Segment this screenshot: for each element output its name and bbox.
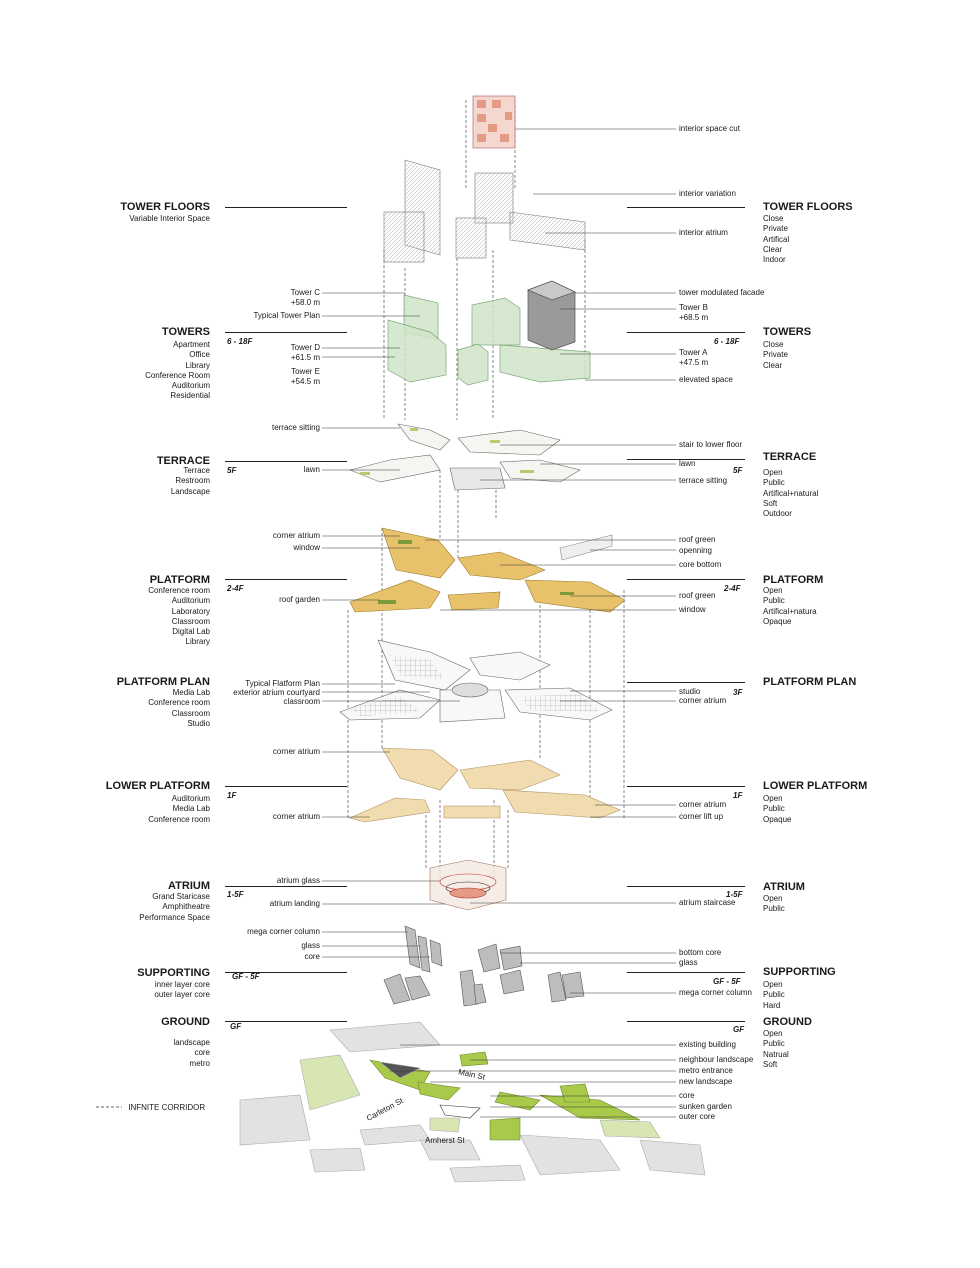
annotation: glass	[679, 958, 698, 967]
layer-item: landscape	[173, 1038, 210, 1047]
lower-platform-drawing	[350, 748, 620, 822]
layer-rule	[225, 1021, 347, 1022]
layer-item: Conference room	[148, 814, 210, 824]
layer-item: Public	[763, 1039, 785, 1049]
annotation: outer core	[679, 1112, 716, 1121]
annotation: new landscape	[679, 1077, 733, 1086]
annotation: roof green	[679, 535, 716, 544]
annotation: stair to lower floor	[679, 440, 743, 449]
supporting-drawing	[384, 926, 584, 1006]
layer-item: Amphitheatre	[162, 902, 210, 912]
layer-title: SUPPORTING	[137, 967, 210, 979]
annotation: lawn	[679, 459, 696, 468]
floor-range: 2-4F	[227, 584, 244, 593]
annotation: lawn	[303, 465, 320, 474]
layer-item: Media Lab	[172, 688, 210, 697]
annotation: corner atrium	[272, 812, 320, 821]
layer-item: Classroom	[171, 708, 210, 718]
annotation: terrace sitting	[679, 476, 728, 485]
annotation: corner atrium	[679, 800, 727, 809]
floor-range: 6 - 18F	[714, 337, 740, 346]
layer-item: Private	[763, 224, 788, 234]
layer-item: Apartment	[173, 340, 210, 349]
annotation: window	[293, 543, 320, 552]
towers-drawing	[388, 281, 590, 385]
annotation: terrace sitting	[271, 423, 320, 432]
tower-e-label: Tower E +54.5 m	[290, 367, 320, 386]
tower-c-label: Tower C +58.0 m	[290, 288, 320, 307]
tower-floors-drawing	[384, 96, 585, 262]
layer-title: TOWERS	[763, 326, 812, 338]
layer-title: TERRACE	[156, 455, 210, 467]
layer-title: LOWER PLATFORM	[763, 780, 868, 792]
annotation: core bottom	[679, 560, 722, 569]
layer-item: Conference room	[148, 698, 210, 708]
layer-item: Private	[763, 350, 788, 360]
annotation: interior atrium	[679, 228, 728, 237]
street-label: Amherst St	[425, 1136, 465, 1145]
layer-rule	[627, 207, 745, 208]
annotation: core	[679, 1091, 695, 1100]
layer-item: Public	[763, 596, 785, 606]
layer-item: outer layer core	[154, 990, 210, 1000]
layer-title: TOWER FLOORS	[763, 201, 853, 213]
legend	[96, 1103, 205, 1112]
layer-rule	[225, 332, 347, 333]
layer-item: Open	[763, 468, 783, 477]
annotation: atrium landing	[269, 899, 320, 908]
layer-title: LOWER PLATFORM	[105, 780, 210, 792]
street-label: Carleton St	[364, 1096, 405, 1123]
floor-range: 6 - 18F	[227, 337, 253, 346]
layer-item: Grand Staricase	[152, 892, 210, 901]
layer-title: SUPPORTING	[763, 966, 836, 978]
legend-label: INFNITE CORRIDOR	[128, 1103, 206, 1112]
layer-rule	[225, 579, 347, 580]
floor-range: GF - 5F	[713, 977, 741, 986]
annotation: metro entrance	[679, 1066, 733, 1075]
layer-item: Soft	[763, 498, 778, 508]
layer-item: Conference room	[148, 586, 210, 595]
layer-title: GROUND	[763, 1016, 812, 1028]
layer-item: inner layer core	[154, 980, 210, 989]
platform-drawing	[350, 528, 625, 612]
annotation: roof green	[679, 591, 716, 600]
floor-range: 1F	[227, 791, 237, 800]
annotation: elevated space	[679, 375, 733, 384]
layer-item: Outdoor	[763, 509, 792, 519]
layer-title: TOWER FLOORS	[120, 201, 210, 213]
annotation: interior space cut	[679, 124, 740, 133]
layer-item: Soft	[763, 1059, 778, 1069]
annotation: corner atrium	[679, 696, 727, 705]
layer-rule	[627, 682, 745, 683]
layer-item: Clear	[763, 360, 783, 370]
layer-item: Library	[185, 360, 210, 370]
layer-title: TERRACE	[763, 451, 817, 463]
layer-item: Residential	[170, 391, 210, 401]
annotation: corner atrium	[272, 531, 320, 540]
layer-rule	[627, 886, 745, 887]
layer-item: Hard	[763, 1000, 781, 1010]
layer-item: Library	[185, 637, 210, 647]
layer-rule	[225, 886, 347, 887]
atrium-drawing	[430, 860, 506, 910]
layer-item: Opaque	[763, 616, 792, 626]
annotation: studio	[679, 687, 701, 696]
floor-range: GF	[230, 1022, 242, 1031]
layer-rule	[627, 332, 745, 333]
annotation: openning	[679, 546, 712, 555]
layer-item: Conference Room	[145, 370, 210, 380]
right-leader-lines	[390, 129, 676, 1117]
layer-item: Performance Space	[139, 912, 210, 922]
floor-range: 1F	[733, 791, 743, 800]
layer-item: Open	[763, 894, 783, 903]
annotation: bottom core	[679, 948, 722, 957]
layer-item: Public	[763, 478, 785, 488]
layer-title: PLATFORM PLAN	[116, 676, 210, 688]
layer-rule	[225, 461, 347, 462]
annotation: tower modulated facade	[679, 288, 765, 297]
floor-range: 1-5F	[726, 890, 743, 899]
layer-rule	[627, 786, 745, 787]
annotation: exterior atrium courtyard	[233, 688, 320, 697]
floor-range: 5F	[227, 466, 237, 475]
layer-title: GROUND	[161, 1016, 210, 1028]
layer-item: Terrace	[183, 466, 210, 475]
layer-item: Public	[763, 904, 785, 914]
layer-item: Artifical	[763, 234, 790, 244]
annotation: core	[304, 952, 320, 961]
layer-item: Auditorium	[171, 596, 210, 606]
layer-item: Clear	[763, 244, 783, 254]
annotation: classroom	[283, 697, 320, 706]
layer-item: Artifical+natura	[763, 606, 817, 616]
layer-item: Media Lab	[172, 804, 210, 814]
layer-item: Open	[763, 794, 783, 803]
floor-range: GF	[733, 1025, 745, 1034]
layer-item: Public	[763, 990, 785, 1000]
layer-item: Open	[763, 1029, 783, 1038]
layer-title: PLATFORM PLAN	[763, 676, 857, 688]
annotation: corner atrium	[272, 747, 320, 756]
layer-item: Public	[763, 804, 785, 814]
tower-a-label: Tower A +47.5 m	[679, 348, 709, 367]
layer-item: Variable Interior Space	[129, 214, 210, 223]
layer-item: Close	[763, 214, 784, 223]
annotation: atrium glass	[276, 876, 320, 885]
annotation: Typical Flatform Plan	[245, 679, 320, 688]
annotation: existing building	[679, 1040, 736, 1049]
typical-tower-plan-label: Typical Tower Plan	[253, 311, 320, 320]
tower-b-label: Tower B +68.5 m	[679, 303, 709, 322]
layer-item: Natrual	[763, 1049, 789, 1059]
layer-rule	[627, 1021, 745, 1022]
street-label: Main St	[457, 1067, 486, 1082]
layer-item: Opaque	[763, 814, 792, 824]
layer-title: ATRIUM	[168, 880, 210, 892]
layer-item: Open	[763, 586, 783, 595]
layer-rule	[627, 579, 745, 580]
layer-rule	[225, 207, 347, 208]
layer-item: Classroom	[171, 616, 210, 626]
layer-title: TOWERS	[161, 326, 210, 338]
layer-rule	[225, 786, 347, 787]
layer-item: Artifical+natural	[763, 488, 819, 498]
layer-item: Restroom	[175, 476, 210, 486]
layer-item: Office	[189, 350, 210, 360]
ground-drawing	[240, 1022, 705, 1182]
annotation: corner lift up	[679, 812, 724, 821]
layer-rule	[627, 972, 745, 973]
layer-title: PLATFORM	[763, 574, 824, 586]
floor-range: 5F	[733, 466, 743, 475]
layer-item: core	[194, 1048, 210, 1058]
layer-item: Digital Lab	[172, 627, 210, 637]
floor-range: 1-5F	[227, 890, 244, 899]
annotation: atrium staircase	[679, 898, 736, 907]
layer-item: Close	[763, 340, 784, 349]
layer-title: PLATFORM	[149, 574, 210, 586]
floor-range: 3F	[733, 688, 743, 697]
layer-item: Studio	[187, 718, 210, 728]
platform-plan-drawing	[340, 640, 612, 722]
annotation: window	[679, 605, 706, 614]
layer-title: ATRIUM	[763, 881, 805, 893]
tower-d-label: Tower D +61.5 m	[290, 343, 320, 362]
layer-item: metro	[189, 1058, 210, 1068]
annotation: sunken garden	[679, 1102, 732, 1111]
annotation: glass	[301, 941, 320, 950]
annotation: neighbour landscape	[679, 1055, 754, 1064]
annotation: interior variation	[679, 189, 736, 198]
layer-item: Indoor	[763, 255, 786, 265]
annotation: roof garden	[279, 595, 320, 604]
annotation: mega corner column	[247, 927, 320, 936]
layer-item: Laboratory	[171, 606, 210, 616]
floor-range: 2-4F	[724, 584, 741, 593]
layer-item: Landscape	[170, 486, 210, 496]
layer-item: Auditorium	[171, 381, 210, 391]
left-leader-lines	[322, 293, 460, 957]
layer-item: Auditorium	[171, 794, 210, 803]
layer-item: Open	[763, 980, 783, 989]
annotation: mega corner column	[679, 988, 752, 997]
floor-range: GF - 5F	[232, 972, 260, 981]
